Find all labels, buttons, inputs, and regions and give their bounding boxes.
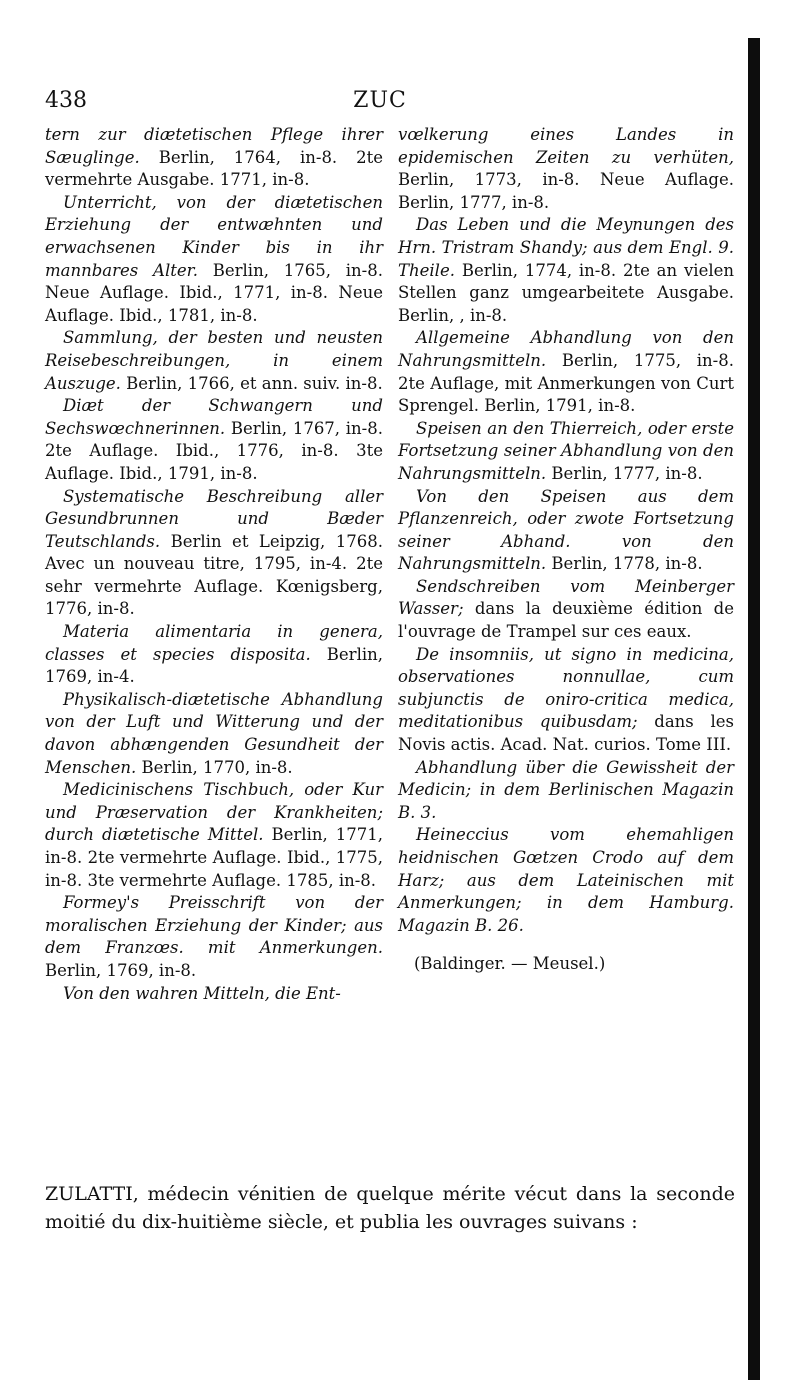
bibliography-entry bbox=[45, 192, 383, 328]
entry-title: Heineccius vom ehemahligen heidnischen Gœtzen Crodo auf dem Harz; aus dem Lateinischen mit Anmerkungen; in dem Hamburg. Magazin B. 26. bbox=[398, 825, 734, 935]
entry-details: Berlin, 1770, in-8. bbox=[141, 757, 293, 777]
entry-title: Sendschreiben vom Meinberger Wasser; bbox=[398, 576, 734, 619]
entry-details: Berlin et Leipzig, 1768. Avec un nouveau titre, 1795, in-4. 2te sehr vermehrte Auflage. Kœnigsberg, 1776, in-8. bbox=[45, 531, 383, 619]
entry-title: Materia alimentaria in genera, classes et species disposita. bbox=[45, 622, 383, 664]
running-head: ZUC bbox=[353, 88, 407, 113]
bibliography-entry bbox=[45, 779, 383, 892]
bibliography-entry bbox=[45, 327, 383, 395]
bibliography-entry bbox=[45, 486, 383, 622]
bibliography-entry bbox=[45, 395, 383, 485]
entry-details: Berlin, 1765, in-8. Neue Auflage. Ibid., 1771, in-8. Neue Auflage. Ibid., 1781, in-8. bbox=[45, 260, 383, 325]
entry-title: Systematische Beschreibung aller Gesundbrunnen und Bæder Teutschlands. bbox=[45, 486, 383, 551]
entry-title: Physikalisch-diætetische Abhandlung von der Luft und Witterung und der davon abhængenden Gesundheit der Menschen. bbox=[45, 689, 383, 777]
page-header bbox=[45, 88, 715, 118]
entry-details: Berlin, 1777, in-8. bbox=[551, 463, 703, 483]
entry-title: Sammlung, der besten und neusten Reisebeschreibungen, in einem Auszuge. bbox=[45, 328, 383, 393]
entry-title: Speisen an den Thierreich, oder erste Fortsetzung seiner Abhandlung von den Nahrungsmitteln. bbox=[398, 418, 734, 483]
entry-body: , médecin vénitien de quelque mérite vécut dans la seconde moitié du dix-huitième siècle, et publia les ouvrages suivans : bbox=[45, 1183, 735, 1233]
entry-details: Berlin, 1764, in-8. 2te vermehrte Ausgabe. 1771, in-8. bbox=[45, 147, 383, 190]
right-column bbox=[398, 124, 734, 976]
bibliography-entry bbox=[398, 824, 734, 937]
entry-title: Allgemeine Abhandlung von den Nahrungsmitteln. bbox=[398, 328, 734, 370]
bibliography-entry bbox=[398, 486, 734, 576]
entry-title: Das Leben und die Meynungen des Hrn. Tristram Shandy; aus dem Engl. 9. Theile. bbox=[398, 215, 734, 280]
bibliography-entry bbox=[45, 689, 383, 779]
bibliography-entry bbox=[45, 124, 383, 192]
bibliography-entry bbox=[398, 124, 734, 214]
page-number: 438 bbox=[45, 88, 87, 113]
new-entry-paragraph bbox=[45, 1180, 735, 1236]
bibliography-entry bbox=[45, 983, 383, 1006]
bibliography-entry bbox=[45, 621, 383, 689]
bibliography-entry bbox=[398, 214, 734, 327]
source-attribution: (Baldinger. — Meusel.) bbox=[414, 954, 606, 974]
entry-title: De insomniis, ut signo in medicina, observationes nonnullae, cum subjunctis de oniro-critica medica, meditationibus quibusdam; bbox=[398, 644, 734, 732]
bibliography-entry bbox=[398, 576, 734, 644]
bibliography-entry bbox=[398, 418, 734, 486]
entry-details: Berlin, 1766, et ann. suiv. in-8. bbox=[126, 373, 383, 393]
left-column bbox=[45, 124, 383, 1005]
entry-title: vœlkerung eines Landes in epidemischen Zeiten zu verhüten, bbox=[398, 125, 734, 167]
entry-title: tern zur diætetischen Pflege ihrer Sæuglinge. bbox=[45, 125, 383, 167]
entry-details: Berlin, 1769, in-4. bbox=[45, 644, 383, 687]
entry-details: Berlin, 1769, in-8. bbox=[45, 960, 197, 980]
bibliography-entry bbox=[45, 892, 383, 982]
entry-title: Medicinischens Tischbuch, oder Kur und Præservation der Krankheiten; durch diætetische Mittel. bbox=[45, 780, 383, 845]
entry-title: Von den Speisen aus dem Pflanzenreich, oder zwote Fortsetzung seiner Abhand. von den Nahrungsmitteln. bbox=[398, 486, 734, 574]
entry-details: Berlin, 1778, in-8. bbox=[551, 554, 703, 574]
bibliography-entry bbox=[398, 757, 734, 825]
entry-details: Berlin, 1771, in-8. 2te vermehrte Auflage. Ibid., 1775, in-8. 3te vermehrte Auflage. 1785, in-8. bbox=[45, 825, 384, 890]
entry-title: Abhandlung über die Gewissheit der Medicin; in dem Berlinischen Magazin B. 3. bbox=[398, 757, 734, 822]
entry-details: dans les Novis actis. Acad. Nat. curios. Tome III. bbox=[398, 712, 734, 755]
entry-details: Berlin, 1767, in-8. 2te Auflage. Ibid., 1776, in-8. 3te Auflage. Ibid., 1791, in-8. bbox=[45, 418, 383, 483]
entry-details: dans la deuxième édition de l'ouvrage de Trampel sur ces eaux. bbox=[398, 599, 734, 642]
entry-details: Berlin, 1774, in-8. 2te an vielen Stellen ganz umgearbeitete Ausgabe. Berlin, , in-8. bbox=[398, 260, 735, 325]
bibliography-entry bbox=[398, 644, 734, 757]
entry-title: Von den wahren Mitteln, die Ent- bbox=[63, 983, 341, 1003]
entry-title: Unterricht, von der diætetischen Erziehung der entwæhnten und erwachsenen Kinder bis in ihr mannbares Alter. bbox=[45, 192, 383, 280]
entry-title: Formey's Preisschrift von der moralischen Erziehung der Kinder; aus dem Franzœs. mit Anmerkungen. bbox=[45, 893, 383, 958]
entry-details: Berlin, 1773, in-8. Neue Auflage. Berlin, 1777, in-8. bbox=[398, 170, 734, 212]
entry-title: Diæt der Schwangern und Sechswœchnerinnen. bbox=[45, 396, 383, 438]
bibliography-entry bbox=[398, 327, 734, 417]
scan-edge-shadow bbox=[748, 38, 760, 1380]
entry-details: Berlin, 1775, in-8. 2te Auflage, mit Anmerkungen von Curt Sprengel. Berlin, 1791, in-8. bbox=[398, 350, 735, 416]
entry-headword: ZULATTI bbox=[45, 1183, 133, 1205]
